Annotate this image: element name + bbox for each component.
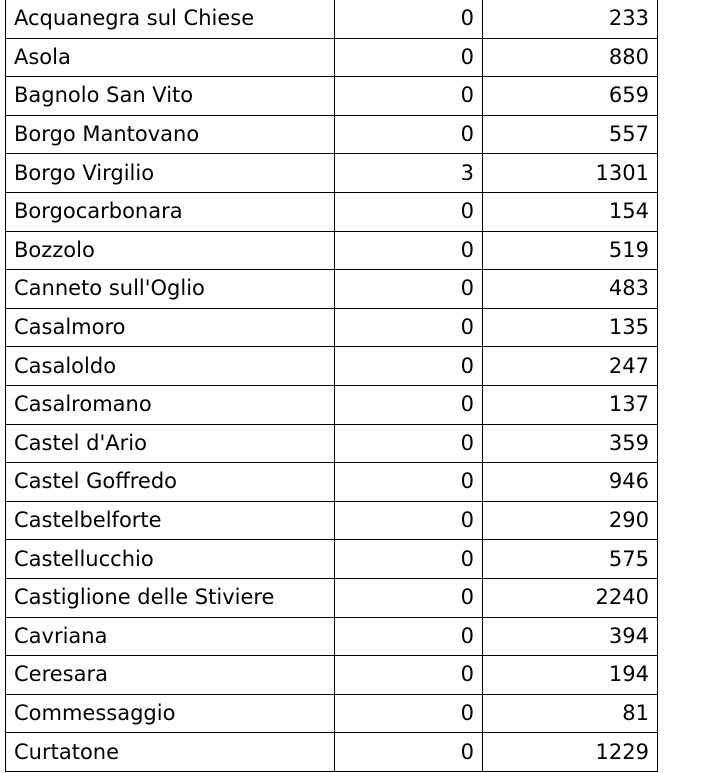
municipality-name-cell: Casalromano (6, 385, 335, 424)
table-row (6, 0, 658, 38)
total-cell: 557 (483, 115, 658, 154)
table-row (6, 231, 658, 270)
table-row (6, 308, 658, 347)
municipality-name-cell: Curtatone (6, 733, 335, 772)
total-cell: 483 (483, 270, 658, 309)
total-cell: 154 (483, 192, 658, 231)
total-cell: 880 (483, 38, 658, 77)
count-cell: 0 (335, 463, 483, 502)
total-cell: 946 (483, 463, 658, 502)
count-cell: 0 (335, 308, 483, 347)
table-body (6, 0, 658, 771)
count-cell: 0 (335, 656, 483, 695)
table-row (6, 424, 658, 463)
municipality-name-cell: Castellucchio (6, 540, 335, 579)
table-row (6, 733, 658, 772)
total-cell: 575 (483, 540, 658, 579)
count-cell: 0 (335, 385, 483, 424)
table-row (6, 38, 658, 77)
municipality-name-cell: Casaloldo (6, 347, 335, 386)
count-cell: 0 (335, 501, 483, 540)
count-cell: 0 (335, 0, 483, 38)
municipality-name-cell: Borgocarbonara (6, 192, 335, 231)
table-row (6, 192, 658, 231)
table-row (6, 463, 658, 502)
municipality-name-cell: Bagnolo San Vito (6, 77, 335, 116)
table-row (6, 115, 658, 154)
total-cell: 233 (483, 0, 658, 38)
count-cell: 0 (335, 733, 483, 772)
total-cell: 659 (483, 77, 658, 116)
municipality-table (5, 0, 658, 772)
count-cell: 0 (335, 540, 483, 579)
table-row (6, 77, 658, 116)
municipality-name-cell: Casalmoro (6, 308, 335, 347)
table-row (6, 540, 658, 579)
municipality-name-cell: Bozzolo (6, 231, 335, 270)
total-cell: 1229 (483, 733, 658, 772)
municipality-name-cell: Borgo Mantovano (6, 115, 335, 154)
municipality-name-cell: Commessaggio (6, 694, 335, 733)
table-row (6, 656, 658, 695)
table-row (6, 154, 658, 193)
municipality-name-cell: Cavriana (6, 617, 335, 656)
total-cell: 135 (483, 308, 658, 347)
total-cell: 394 (483, 617, 658, 656)
total-cell: 2240 (483, 578, 658, 617)
count-cell: 0 (335, 424, 483, 463)
total-cell: 290 (483, 501, 658, 540)
count-cell: 0 (335, 115, 483, 154)
total-cell: 247 (483, 347, 658, 386)
municipality-name-cell: Borgo Virgilio (6, 154, 335, 193)
municipality-name-cell: Castelbelforte (6, 501, 335, 540)
count-cell: 0 (335, 77, 483, 116)
total-cell: 359 (483, 424, 658, 463)
municipality-name-cell: Ceresara (6, 656, 335, 695)
total-cell: 81 (483, 694, 658, 733)
municipality-name-cell: Castel d'Ario (6, 424, 335, 463)
total-cell: 194 (483, 656, 658, 695)
count-cell: 0 (335, 231, 483, 270)
total-cell: 519 (483, 231, 658, 270)
table-row (6, 578, 658, 617)
municipality-name-cell: Acquanegra sul Chiese (6, 0, 335, 38)
municipality-name-cell: Canneto sull'Oglio (6, 270, 335, 309)
count-cell: 0 (335, 38, 483, 77)
count-cell: 0 (335, 694, 483, 733)
table-row (6, 694, 658, 733)
count-cell: 0 (335, 347, 483, 386)
table-row (6, 270, 658, 309)
table-row (6, 347, 658, 386)
municipality-name-cell: Asola (6, 38, 335, 77)
count-cell: 0 (335, 617, 483, 656)
count-cell: 3 (335, 154, 483, 193)
total-cell: 137 (483, 385, 658, 424)
count-cell: 0 (335, 192, 483, 231)
table-row (6, 501, 658, 540)
municipality-name-cell: Castiglione delle Stiviere (6, 578, 335, 617)
total-cell: 1301 (483, 154, 658, 193)
table-row (6, 385, 658, 424)
municipality-name-cell: Castel Goffredo (6, 463, 335, 502)
count-cell: 0 (335, 578, 483, 617)
count-cell: 0 (335, 270, 483, 309)
table-row (6, 617, 658, 656)
